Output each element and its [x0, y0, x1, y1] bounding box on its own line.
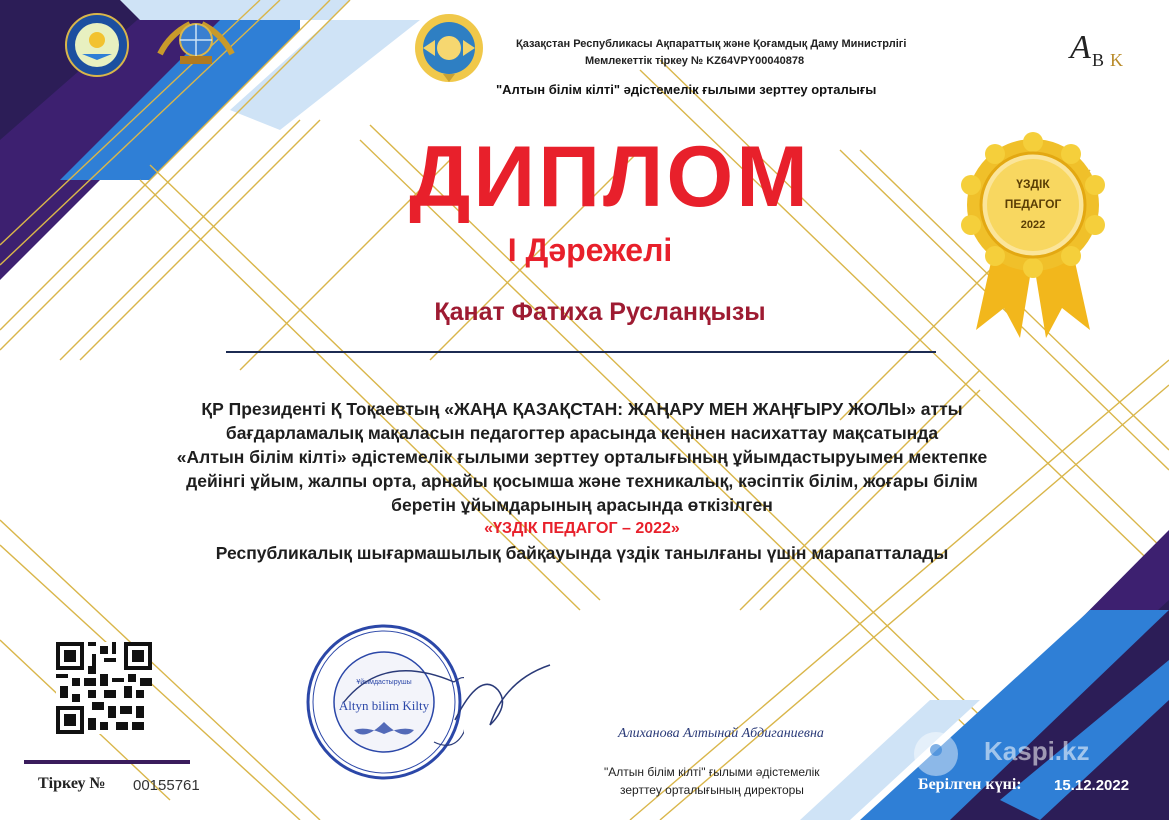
diploma-body [60, 397, 1104, 565]
badge-line3: 2022 [1020, 219, 1046, 231]
stamp-center-text: Altyn bilim Kilty [338, 698, 430, 713]
stamp-small-text: Ұйымдастырушы [356, 679, 412, 686]
diploma-title: ДИПЛОМ [409, 129, 811, 225]
svg-text:B: B [1092, 50, 1105, 70]
qr-code[interactable] [56, 642, 152, 734]
ministry-name: Қазақстан Республикасы Ақпараттық және Қоғамдық Даму Министрлігі [516, 38, 907, 50]
center-name: "Алтын білім кілті" әдістемелік ғылыми зерттеу орталығы [496, 82, 877, 97]
body-line-3: «Алтын білім кілті» әдістемелік ғылыми зерттеу орталығының ұйымдастыруымен мектепке [176, 447, 988, 467]
registration-divider [24, 760, 190, 764]
director-title-line2: зерттеу орталығының директоры [620, 783, 804, 797]
body-line-1: ҚР Президенті Қ Тоқаевтың «ЖАҢА ҚАЗАҚСТАН: ЖАҢАРУ МЕН ЖАҢҒЫРУ ЖОЛЫ» атты [201, 399, 963, 419]
svg-text:K: K [1110, 50, 1123, 70]
body-line-4: дейінгі ұйым, жалпы орта, арнайы қосымша және техникалық, кәсіптік білім, жоғары білім [186, 471, 978, 491]
official-stamp [304, 622, 464, 782]
kaspi-logo-icon [912, 730, 972, 778]
ministry-emblem [64, 12, 130, 78]
body-line-2: бағдарламалық мақаласын педагогтер арасында кеңінен насихаттау мақсатында [225, 423, 939, 443]
award-rosette [958, 130, 1108, 340]
abk-logo [1066, 22, 1136, 72]
signature-scribble [450, 650, 560, 740]
badge-line1: ҮЗДІК [1016, 177, 1050, 191]
state-registration: Мемлекеттік тіркеу № KZ64VPY00040878 [585, 55, 805, 67]
director-title-line1: "Алтын білім кілті" ғылыми әдістемелік [604, 765, 820, 779]
watermark: Kaspi.kz [984, 736, 1090, 766]
svg-text:A: A [1070, 29, 1091, 66]
issued-date-label: Берілген күні: [918, 776, 1022, 793]
director-signature: Алиханова Алтынай Абдиганиевна [618, 726, 824, 741]
issued-date: 15.12.2022 [1054, 777, 1130, 794]
badge-line2: ПЕДАГОГ [1004, 197, 1062, 211]
body-line-5: беретін ұйымдарының арасында өткізілген [391, 495, 773, 515]
name-underline [226, 351, 936, 353]
recipient-name: Қанат Фатиха Русланқызы [434, 298, 766, 326]
globe-laurel-logo [150, 14, 242, 70]
state-emblem [413, 12, 485, 84]
contest-name: «ҮЗДІК ПЕДАГОГ – 2022» [484, 520, 680, 537]
body-line-6: Республикалық шығармашылық байқауында үздік танылғаны үшін марапатталады [215, 543, 949, 563]
registration-label: Тіркеу № [38, 775, 106, 792]
registration-number: 00155761 [133, 777, 200, 794]
diploma-degree: І Дәрежелі [507, 232, 673, 268]
